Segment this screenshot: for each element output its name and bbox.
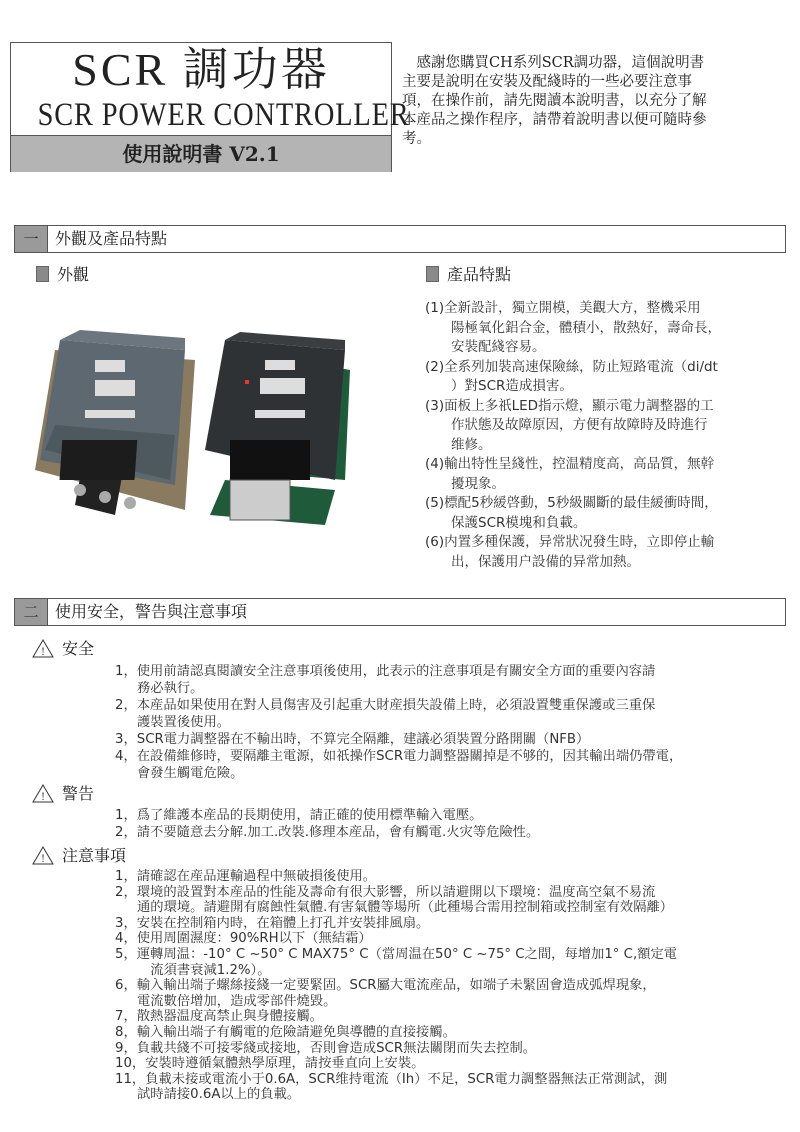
list-line: 1，爲了維護本産品的長期使用，請正確的使用標準輸入電壓。	[115, 808, 483, 823]
list-line: 2，本産品如果使用在對人員傷害及引起重大財産損失設備上時，必須設置雙重保護或三重保	[115, 698, 656, 713]
title-box	[10, 42, 410, 172]
list-line: 通的環境。請避開有腐蝕性氣體.有害氣體等場所（此種場合需用控制箱或控制室有效隔離）	[137, 900, 674, 916]
svg-text:!: !	[40, 854, 46, 865]
section-number: 一	[15, 226, 48, 252]
subheading-label: 產品特點	[447, 265, 512, 284]
list-line: 保護SCR模塊和負載。	[451, 514, 587, 531]
section-header-2	[14, 598, 786, 626]
svg-text:!: !	[40, 647, 46, 658]
list-line: 维修。	[451, 436, 492, 453]
warning-triangle-icon	[32, 784, 54, 803]
list-line: 8，輸入輸出端子有觸電的危險請避免與導體的直接接觸。	[115, 1024, 456, 1040]
list-line: 4，在設備維修時，要隔離主電源，如祇操作SCR電力調整器關掉是不够的，因其輸出端仍帶電，	[115, 749, 683, 764]
heading-notes	[32, 846, 126, 866]
safety-list	[115, 663, 682, 782]
title-chinese: SCR 調功器	[72, 44, 330, 95]
list-line: 安裝配綫容易。	[451, 339, 546, 355]
list-line: 陽極氧化鋁合金，體積小，散熱好，壽命長，	[451, 319, 721, 336]
intro-line: 感謝您購買CH系列SCR調功器，這個說明書	[402, 55, 705, 71]
list-line: 9，負載共綫不可接零綫或接地，否則會造成SCR無法關閉而失去控制。	[115, 1040, 537, 1056]
list-line: 7，散熱器温度高禁止與身體接觸。	[115, 1009, 323, 1025]
list-line: (4)輸出特性呈綫性，控温精度高，高品質，無幹	[425, 456, 715, 472]
subheading-label: 外觀	[57, 265, 90, 284]
warning-triangle-icon	[32, 846, 54, 865]
warning-triangle-icon	[32, 639, 54, 658]
list-line: 會發生觸電危險。	[137, 766, 244, 781]
heading-label: 安全	[62, 639, 95, 658]
square-bullet-icon	[426, 266, 439, 282]
list-line: 電流數倍增加，造成零部件燒毀。	[137, 993, 337, 1009]
list-line: 出，保護用户設備的异常加熱。	[451, 553, 640, 570]
list-line: 1，請確認在産品運輸過程中無破損後使用。	[115, 869, 377, 884]
list-line: 6，輸入輸出端子螺絲接綫一定要緊固。SCR屬大電流産品，如端子未緊固會造成弧焊現象，	[115, 978, 656, 994]
list-line: (6)内置多種保護，异常狀况發生時，立即停止輸	[425, 534, 715, 550]
list-line: 護裝置後使用。	[137, 715, 231, 730]
list-line: 擾現象。	[451, 475, 505, 492]
list-line: 務必執行。	[137, 681, 204, 696]
intro-paragraph	[402, 54, 782, 149]
section-title: 外觀及產品特點	[55, 229, 168, 248]
square-bullet-icon	[36, 266, 49, 282]
subheading-features	[426, 262, 511, 285]
heading-safety	[32, 639, 94, 659]
heading-label: 警告	[62, 784, 95, 803]
list-line: 10，安裝時遵循氣體熱學原理，請按垂直向上安裝。	[115, 1056, 425, 1072]
subheading-appearance	[36, 262, 89, 285]
list-line: 2，請不要隨意去分解.加工.改裝.修理本産品，會有觸電.火灾等危險性。	[115, 825, 540, 840]
list-line: (2)全系列加裝高速保險絲，防止短路電流（di/dt	[425, 358, 718, 375]
list-line: 3，安裝在控制箱内時，在箱體上打孔并安裝排風扇。	[115, 915, 430, 931]
intro-line: 項，在操作前，請先閱讀本說明書，以充分了解	[402, 93, 707, 109]
section-number: 二	[15, 599, 48, 625]
product-photos	[25, 330, 365, 530]
product-image-black	[205, 332, 350, 525]
warning-list	[115, 807, 539, 841]
list-line: 4，使用周圍濕度：90%RH以下（無結霜）	[115, 931, 372, 947]
intro-line: 主要是說明在安裝及配綫時的一些必要注意事	[402, 74, 692, 90]
notes-list	[115, 869, 677, 1103]
list-line: 5，運轉周温：-10° C ~50° C MAX75° C（當周温在50° C ~75° C之間，每增加1° C,額定電	[115, 946, 678, 962]
list-line: 1，使用前請認真閱讀安全注意事項後使用，此表示的注意事項是有關安全方面的重要內容請	[115, 664, 656, 679]
svg-text:!: !	[40, 792, 46, 803]
list-line: 試時請接0.6A以上的負載。	[137, 1087, 301, 1103]
list-line: 作狀態及故障原因，方便有故障時及時進行	[451, 417, 708, 433]
heading-label: 注意事項	[62, 846, 127, 865]
manual-version-label: 使用說明書 V2.1	[11, 135, 391, 172]
list-line: 流須書衰減1.2%）。	[137, 962, 271, 978]
list-line: (1)全新設計，獨立開模，美觀大方，整機采用	[425, 300, 701, 316]
intro-line: 本産品之操作程序，請帶着說明書以便可隨時參	[402, 112, 707, 128]
list-line: (3)面板上多祇LED指示燈，顯示電力調整器的工	[425, 397, 714, 414]
heading-warning	[32, 784, 94, 804]
title-english: SCR POWER CONTROLLER	[37, 97, 410, 133]
list-line: 3，SCR電力調整器在不輸出時，不算完全隔離，建議必須裝置分路開關（NFB）	[115, 732, 590, 747]
feature-list	[425, 299, 785, 572]
list-line: (5)標配5秒緩啓動，5秒級關斷的最佳緩衝時間，	[425, 495, 718, 511]
list-line: 11，負載未接或電流小于0.6A，SCR维持電流（Ih）不足，SCR電力調整器無法正常測試，測	[115, 1071, 668, 1087]
list-line: ）對SCR造成損害。	[451, 378, 573, 394]
product-image-grey	[35, 330, 195, 515]
intro-line: 考。	[402, 131, 431, 147]
list-line: 2，環境的設置對本産品的性能及壽命有很大影響，所以請避開以下環境：温度高空氣不易流	[115, 884, 656, 900]
section-title: 使用安全，警告與注意事項	[55, 602, 248, 621]
section-header-1	[14, 225, 786, 253]
